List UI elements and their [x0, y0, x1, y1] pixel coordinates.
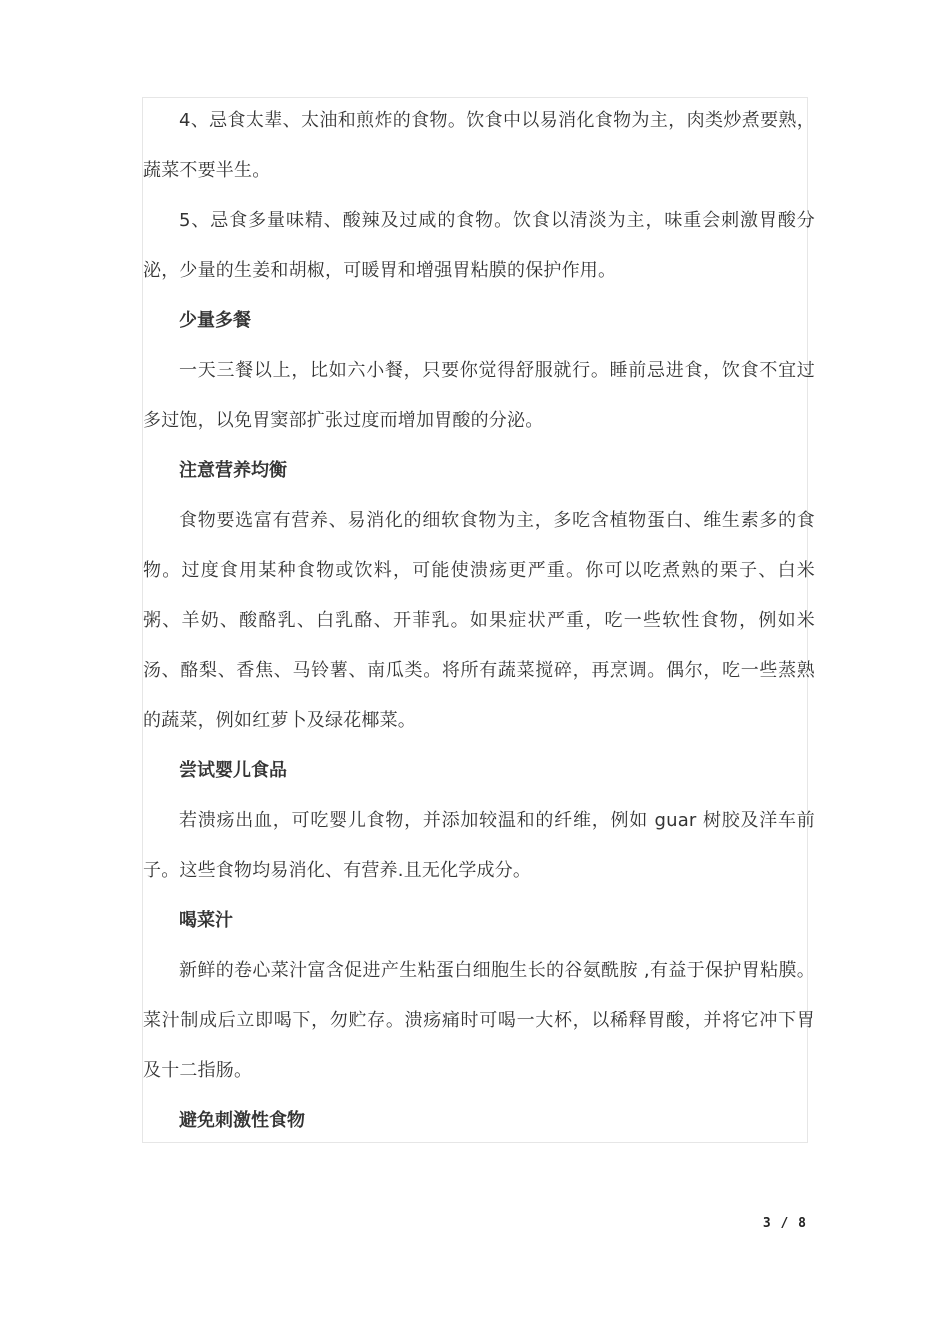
paragraph: 5、忌食多量味精、酸辣及过咸的食物。饮食以清淡为主，味重会刺激胃酸分泌，少量的生姜和胡椒，可暖胃和增强胃粘膜的保护作用。	[143, 210, 815, 281]
paragraph: 若溃疡出血，可吃婴儿食物，并添加较温和的纤维，例如 guar 树胶及洋车前子。这些食物均易消化、有营养.且无化学成分。	[143, 810, 815, 881]
section-heading: 避免刺激性食物	[179, 1110, 305, 1131]
paragraph: 食物要选富有营养、易消化的细软食物为主，多吃含植物蛋白、维生素多的食物。过度食用某种食物或饮料，可能使溃疡更严重。你可以吃煮熟的栗子、白米粥、羊奶、酸酪乳、白乳酪、开菲乳。如果症状严重，吃一些软性食物，例如米汤、酪梨、香焦、马铃薯、南瓜类。将所有蔬菜搅碎，再烹调。偶尔，吃一些蒸熟的蔬菜，例如红萝卜及绿花椰菜。	[143, 510, 815, 731]
section-heading: 喝菜汁	[179, 910, 233, 931]
paragraph: 4、忌食太辈、太油和煎炸的食物。饮食中以易消化食物为主，肉类炒煮要熟，蔬菜不要半生。	[143, 110, 815, 181]
section-heading: 尝试婴儿食品	[179, 760, 287, 781]
section-heading: 注意营养均衡	[179, 460, 287, 481]
paragraph: 新鲜的卷心菜汁富含促进产生粘蛋白细胞生长的谷氨酰胺 ,有益于保护胃粘膜。菜汁制成后立即喝下，勿贮存。溃疡痛时可喝一大杯，以稀释胃酸，并将它冲下胃及十二指肠。	[143, 960, 815, 1081]
page-number: 3 / 8	[762, 1216, 807, 1231]
paragraph: 一天三餐以上，比如六小餐，只要你觉得舒服就行。睡前忌进食，饮食不宜过多过饱，以免胃窦部扩张过度而增加胃酸的分泌。	[143, 360, 815, 431]
document-body	[143, 96, 815, 1146]
section-heading: 少量多餐	[179, 310, 251, 331]
